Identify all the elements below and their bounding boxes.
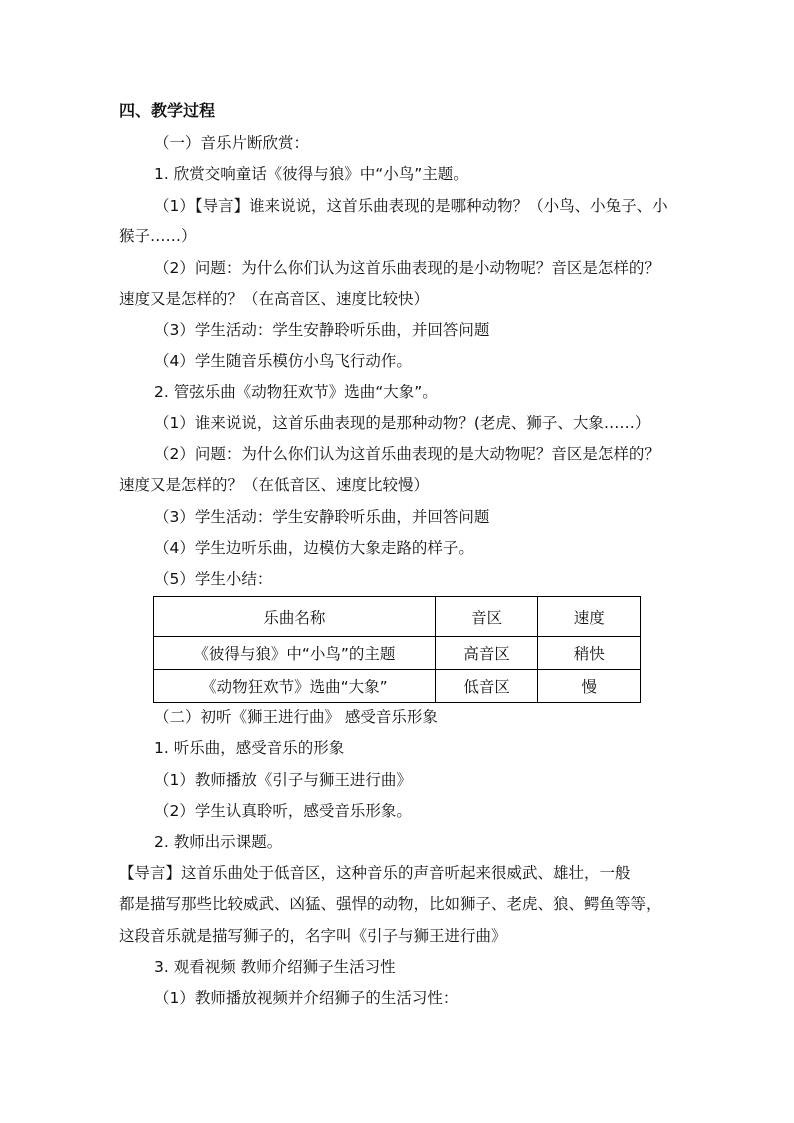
list-item: 2. 教师出示课题。 bbox=[154, 833, 283, 851]
paragraph-line: （5）学生小结： bbox=[154, 570, 273, 588]
section-heading: 四、教学过程 bbox=[119, 101, 216, 120]
table-header-cell: 乐曲名称 bbox=[154, 597, 436, 637]
paragraph-line: （2）问题：为什么你们认为这首乐曲表现的是小动物呢？音区是怎样的？ bbox=[154, 259, 660, 277]
list-item: 2. 管弦乐曲《动物狂欢节》选曲“大象”。 bbox=[154, 383, 438, 401]
paragraph-line: （4）学生随音乐模仿小鸟飞行动作。 bbox=[154, 352, 412, 370]
table-row bbox=[154, 637, 641, 670]
summary-table bbox=[153, 596, 641, 703]
paragraph-line: （4）学生边听乐曲，边模仿大象走路的样子。 bbox=[154, 539, 474, 557]
table-cell: 低音区 bbox=[435, 670, 538, 703]
table-header-cell: 速度 bbox=[538, 597, 641, 637]
table-cell: 《动物狂欢节》选曲“大象” bbox=[154, 670, 436, 703]
table-row bbox=[154, 670, 641, 703]
paragraph-line: （1）【导言】谁来说说，这首乐曲表现的是哪种动物？（小鸟、小兔子、小 bbox=[154, 197, 668, 215]
paragraph-line: （1）谁来说说，这首乐曲表现的是那种动物？(老虎、狮子、大象……） bbox=[154, 414, 651, 432]
table-cell: 高音区 bbox=[435, 637, 538, 670]
paragraph-line: （2）问题：为什么你们认为这首乐曲表现的是大动物呢？音区是怎样的？ bbox=[154, 445, 660, 463]
paragraph-line: 【导言】这首乐曲处于低音区，这种音乐的声音听起来很威武、雄壮，一般 bbox=[119, 864, 631, 882]
paragraph-line: 速度又是怎样的？（在低音区、速度比较慢） bbox=[119, 476, 430, 494]
paragraph-line: 都是描写那些比较威武、凶猛、强悍的动物，比如狮子、老虎、狼、鳄鱼等等， bbox=[119, 895, 662, 913]
table-header-cell: 音区 bbox=[435, 597, 538, 637]
paragraph-line: （1）教师播放《引子与狮王进行曲》 bbox=[154, 771, 412, 789]
table-cell: 稍快 bbox=[538, 637, 641, 670]
subsection-title: （一）音乐片断欣赏： bbox=[154, 134, 310, 152]
paragraph-line: （2）学生认真聆听，感受音乐形象。 bbox=[154, 802, 412, 820]
subsection-title: （二）初听《狮王进行曲》 感受音乐形象 bbox=[154, 708, 438, 726]
paragraph-line: 这段音乐就是描写狮子的，名字叫《引子与狮王进行曲》 bbox=[119, 927, 507, 945]
paragraph-line: 速度又是怎样的？（在高音区、速度比较快） bbox=[119, 290, 430, 308]
paragraph-line: （1）教师播放视频并介绍狮子的生活习性： bbox=[154, 989, 459, 1007]
paragraph-line: （3）学生活动：学生安静聆听乐曲，并回答问题 bbox=[154, 508, 490, 526]
table-cell: 慢 bbox=[538, 670, 641, 703]
list-item: 3. 观看视频 教师介绍狮子生活习性 bbox=[154, 958, 396, 976]
table-header-row bbox=[154, 597, 641, 637]
paragraph-line: 猴子……） bbox=[119, 227, 197, 245]
list-item: 1. 欣赏交响童话《彼得与狼》中“小鸟”主题。 bbox=[154, 165, 469, 183]
paragraph-line: （3）学生活动：学生安静聆听乐曲，并回答问题 bbox=[154, 321, 490, 339]
table-cell: 《彼得与狼》中“小鸟”的主题 bbox=[154, 637, 436, 670]
list-item: 1. 听乐曲，感受音乐的形象 bbox=[154, 739, 345, 757]
